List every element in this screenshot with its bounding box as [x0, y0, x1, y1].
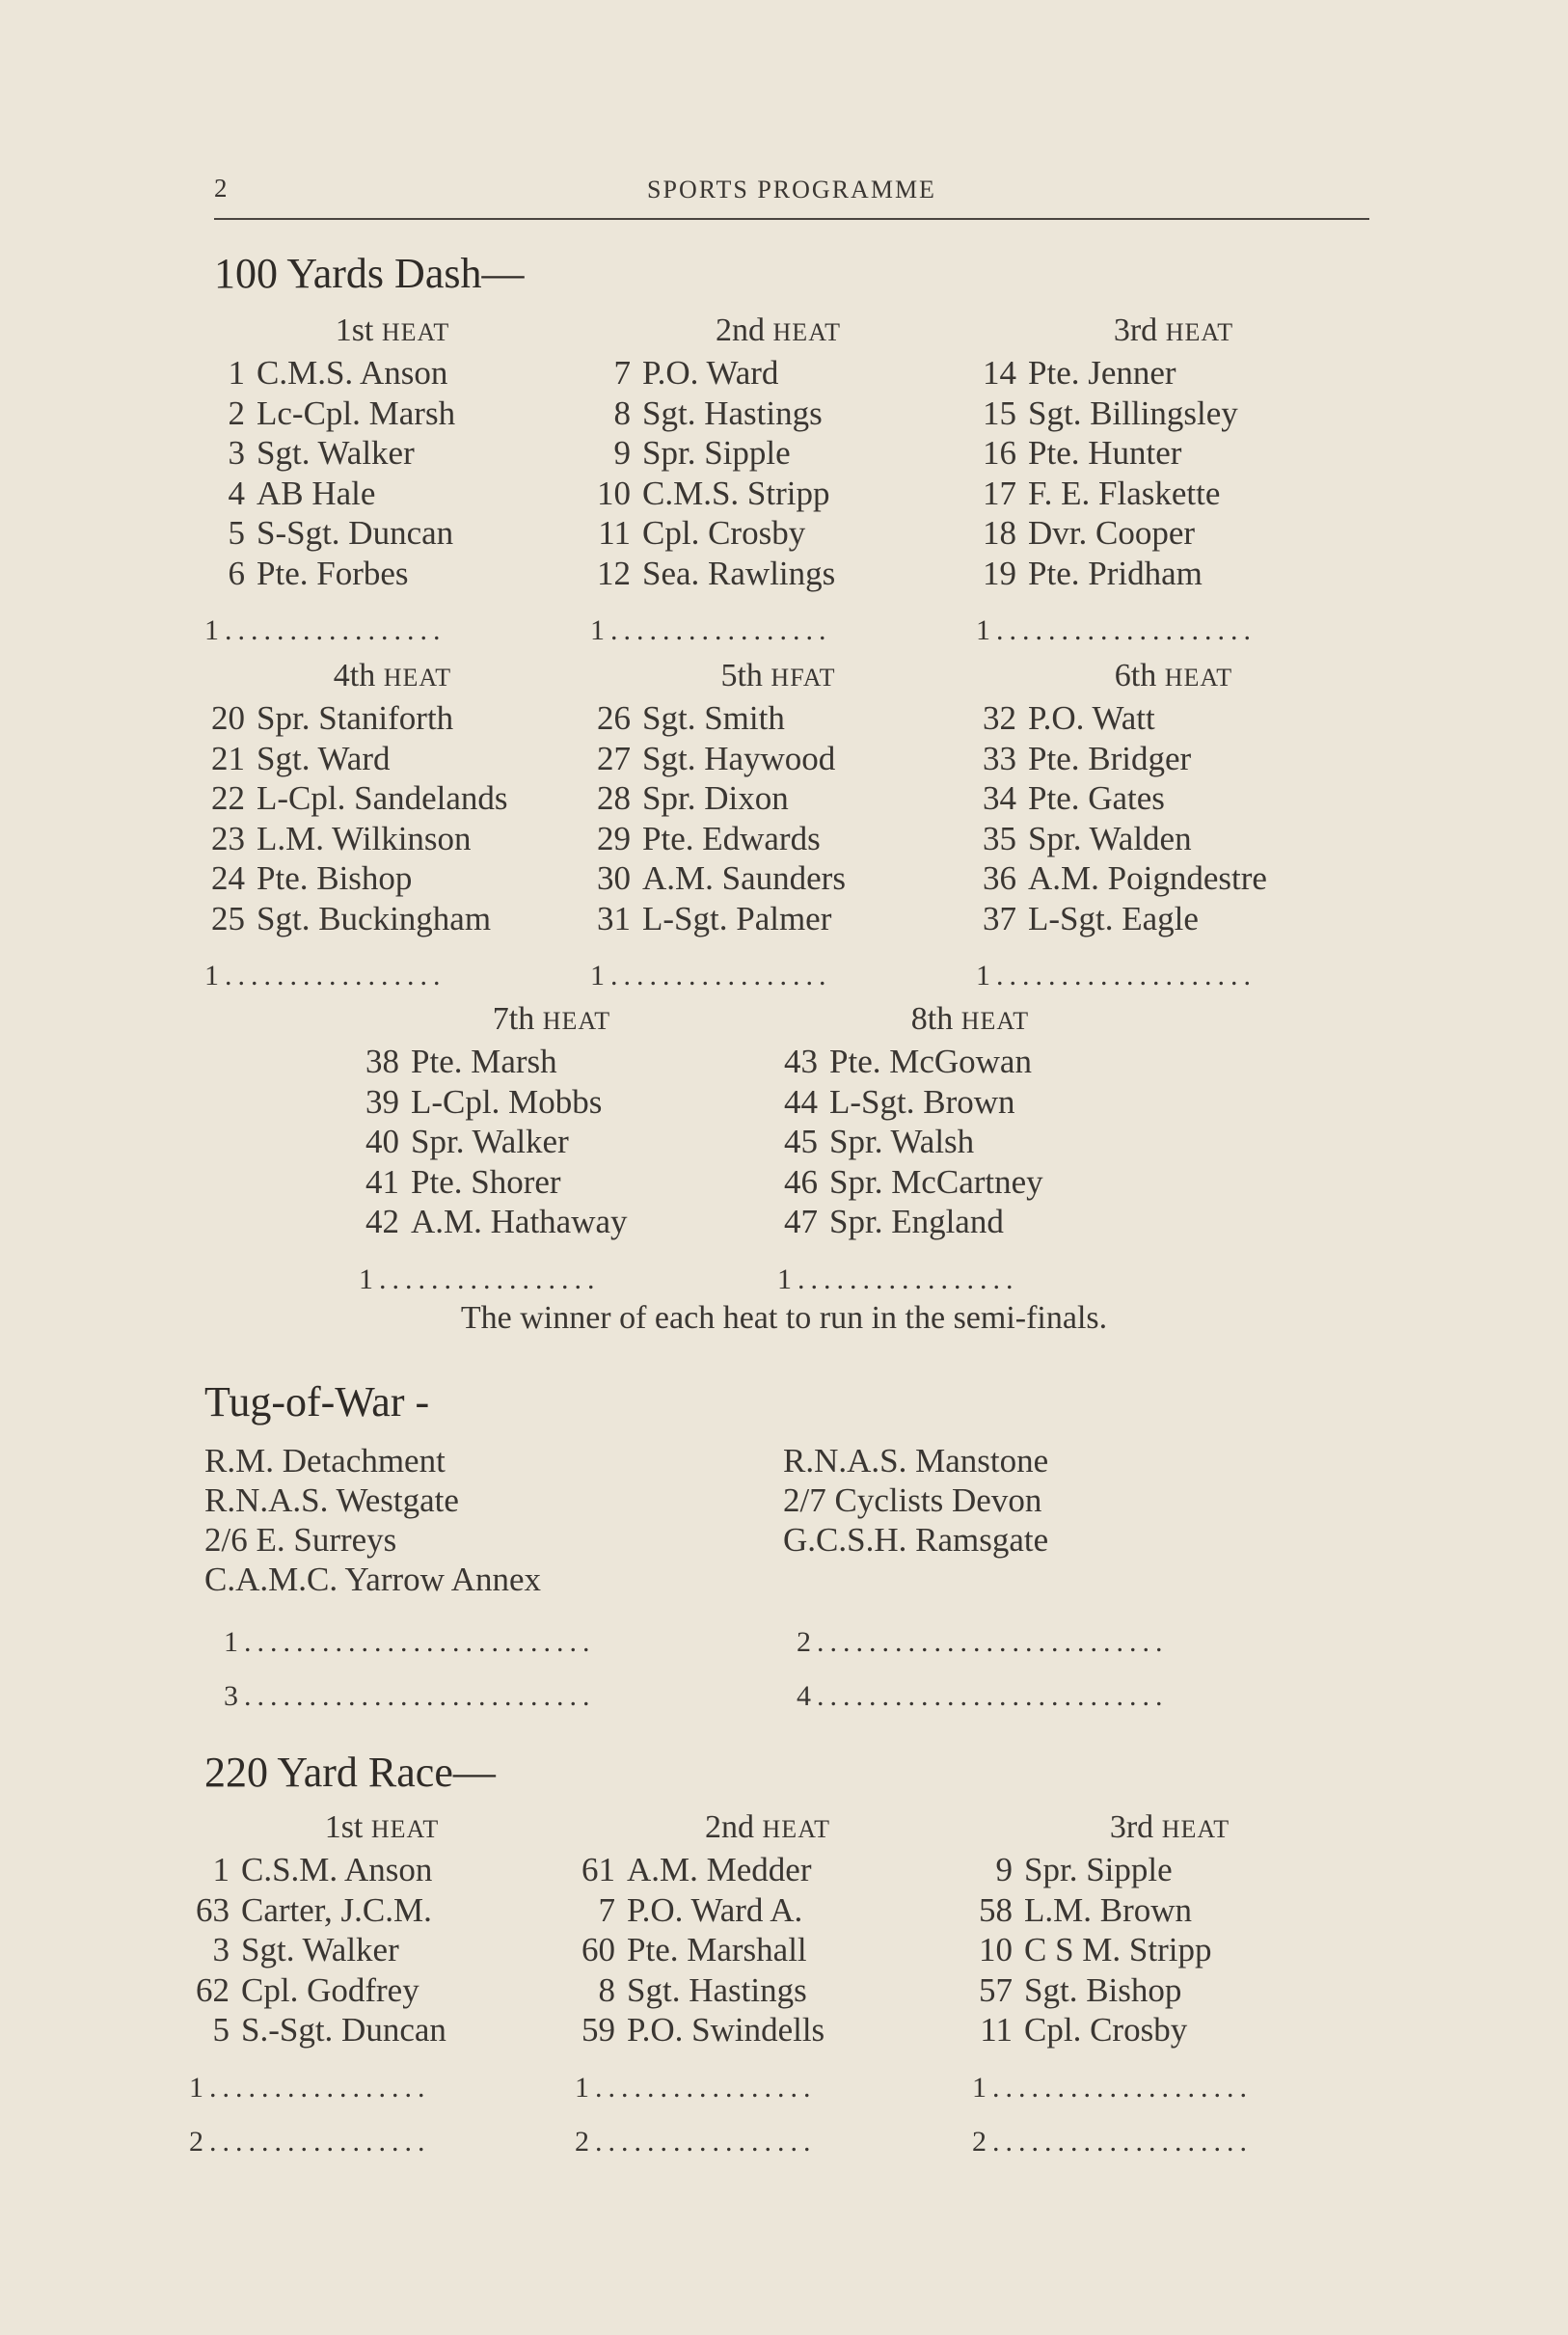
competitor-name: Pte. Hunter [1028, 434, 1182, 472]
competitor-number: 44 [784, 1082, 818, 1121]
heat-heading [590, 658, 966, 694]
team-name: C.A.M.C. Yarrow Annex [204, 1561, 542, 1598]
competitor-number: 63 [196, 1890, 230, 1929]
competitor-entry [976, 698, 1371, 739]
competitor-number: 17 [983, 474, 1016, 512]
competitor-entry [976, 474, 1371, 514]
competitor-name: P.O. Watt [1028, 699, 1155, 737]
competitor-name: Pte. Marsh [411, 1043, 557, 1080]
heat-ordinal: 7th [492, 1001, 535, 1037]
competitor-number: 25 [211, 899, 245, 937]
competitor-entry [189, 1850, 575, 1890]
competitor-number: 3 [212, 1931, 230, 1968]
heat-label: HEAT [370, 1815, 440, 1843]
heat-result-line: 1................. [590, 614, 832, 646]
competitor-entry [777, 1042, 1163, 1082]
competitor-entry [777, 1162, 1163, 1203]
heat-ordinal: 1st [335, 312, 374, 348]
competitor-entry [976, 899, 1371, 939]
competitor-entry [575, 1970, 960, 2011]
competitor-entry [204, 698, 581, 739]
competitor-number: 40 [365, 1123, 399, 1160]
competitor-name: C S M. Stripp [1024, 1931, 1212, 1968]
competitor-name: Sgt. Smith [642, 699, 785, 737]
heat-label: HEAT [1165, 318, 1234, 346]
heat-heading [972, 1809, 1367, 1846]
competitor-entry [976, 858, 1371, 899]
competitor-number: 31 [597, 899, 631, 937]
competitor-number: 1 [228, 354, 245, 392]
heat-heading [976, 312, 1371, 349]
competitor-name: Sgt. Ward [257, 739, 391, 777]
heat-result-line: 1................. [204, 614, 446, 646]
heat-ordinal: 4th [333, 658, 376, 693]
competitor-number: 21 [211, 739, 245, 777]
competitor-name: A.M. Saunders [642, 859, 846, 897]
competitor-number: 36 [983, 859, 1016, 897]
heat-result-line: 1................. [777, 1263, 1019, 1295]
competitor-entry [590, 899, 966, 939]
heat-result-line: 1................. [359, 1263, 601, 1295]
heat-ordinal: 3rd [1113, 312, 1158, 348]
competitor-number: 45 [784, 1123, 818, 1160]
competitor-number: 39 [365, 1082, 399, 1121]
competitor-number: 2 [228, 394, 245, 432]
heat-heading [590, 312, 966, 349]
header-rule [214, 218, 1369, 220]
competitor-number: 35 [983, 819, 1016, 857]
competitor-name: Pte. Bishop [257, 859, 413, 897]
heat-result-line: 2.................... [972, 2125, 1253, 2158]
competitor-name: Dvr. Cooper [1028, 514, 1196, 552]
competitor-name: Sgt. Hastings [642, 394, 823, 432]
heat-label: HFAT [770, 664, 836, 692]
competitor-number: 11 [598, 514, 631, 552]
tug-result-2: 2........................... [797, 1626, 1169, 1658]
competitor-number: 18 [983, 514, 1016, 552]
competitor-number: 59 [581, 2011, 615, 2049]
competitor-entry [590, 698, 966, 739]
competitor-number: 12 [597, 554, 631, 592]
competitor-name: Pte. Pridham [1028, 554, 1203, 592]
heat-label: HEAT [772, 318, 841, 346]
competitor-number: 1 [212, 1851, 230, 1888]
competitor-name: AB Hale [257, 474, 376, 512]
competitor-number: 10 [979, 1931, 1013, 1968]
competitor-entry [189, 1930, 575, 1970]
competitor-number: 47 [784, 1203, 818, 1240]
competitor-name: L.M. Wilkinson [257, 819, 472, 857]
competitor-name: Sea. Rawlings [642, 554, 836, 592]
competitor-number: 4 [228, 474, 245, 512]
competitor-entry [972, 1930, 1367, 1970]
heat-ordinal: 2nd [705, 1809, 755, 1845]
team-name: R.N.A.S. Westgate [204, 1481, 459, 1519]
competitor-number: 14 [983, 354, 1016, 392]
competitor-name: Spr. Walker [411, 1123, 569, 1160]
competitor-entry [189, 1970, 575, 2011]
competitor-number: 10 [597, 474, 631, 512]
competitor-entry [189, 2010, 575, 2050]
competitor-number: 23 [211, 819, 245, 857]
competitor-entry [972, 2010, 1367, 2050]
competitor-number: 5 [228, 514, 245, 552]
tug-result-4: 4........................... [797, 1680, 1169, 1712]
heat-column [204, 312, 581, 651]
competitor-name: F. E. Flaskette [1028, 474, 1221, 512]
competitor-name: A.M. Poigndestre [1028, 859, 1267, 897]
competitor-entry [590, 513, 966, 554]
heat-heading [777, 1001, 1163, 1038]
competitor-number: 26 [597, 699, 631, 737]
competitor-name: L-Sgt. Brown [829, 1082, 1015, 1121]
heat-heading [189, 1809, 575, 1846]
competitor-entry [189, 1890, 575, 1931]
competitor-number: 37 [983, 899, 1016, 937]
competitor-number: 16 [983, 434, 1016, 472]
competitor-number: 22 [211, 779, 245, 817]
heat-column [976, 312, 1371, 651]
competitor-entry [204, 778, 581, 819]
heat-column [575, 1809, 960, 2162]
competitor-name: Sgt. Walker [257, 434, 415, 472]
competitor-name: Spr. Walden [1028, 819, 1192, 857]
competitor-entry [590, 858, 966, 899]
team-name: R.M. Detachment [204, 1442, 446, 1480]
competitor-name: Pte. Edwards [642, 819, 821, 857]
heat-ordinal: 6th [1114, 658, 1157, 693]
competitor-number: 3 [228, 434, 245, 472]
heat-label: HEAT [542, 1007, 611, 1035]
competitor-entry [777, 1202, 1163, 1242]
competitor-number: 58 [979, 1890, 1013, 1929]
competitor-name: Pte. Gates [1028, 779, 1165, 817]
competitor-entry [590, 433, 966, 474]
competitor-name: L-Sgt. Eagle [1028, 899, 1199, 937]
competitor-name: C.M.S. Anson [257, 354, 448, 392]
team-name: G.C.S.H. Ramsgate [783, 1521, 1049, 1559]
competitor-number: 8 [613, 394, 631, 432]
heat-heading [575, 1809, 960, 1846]
competitor-entry [976, 739, 1371, 779]
competitor-entry [590, 474, 966, 514]
competitor-entry [976, 513, 1371, 554]
competitor-number: 27 [597, 739, 631, 777]
competitor-name: Spr. Sipple [1024, 1851, 1173, 1888]
competitor-name: A.M. Hathaway [411, 1203, 628, 1240]
heat-heading [204, 312, 581, 349]
heat-ordinal: 5th [720, 658, 763, 693]
competitor-name: A.M. Medder [627, 1851, 812, 1888]
competitor-name: C.S.M. Anson [241, 1851, 433, 1888]
competitor-name: P.O. Ward A. [627, 1890, 803, 1929]
competitor-entry [204, 513, 581, 554]
tug-result-1: 1........................... [224, 1626, 596, 1658]
heat-column [590, 312, 966, 651]
competitor-entry [976, 819, 1371, 859]
competitor-name: Sgt. Bishop [1024, 1970, 1182, 2009]
competitor-name: Sgt. Billingsley [1028, 394, 1238, 432]
competitor-entry [204, 858, 581, 899]
competitor-entry [777, 1122, 1163, 1162]
competitor-name: L.M. Brown [1024, 1890, 1193, 1929]
competitor-name: Pte. Shorer [411, 1162, 561, 1201]
competitor-entry [590, 819, 966, 859]
competitor-name: S-Sgt. Duncan [257, 514, 454, 552]
competitor-entry [590, 778, 966, 819]
competitor-name: S.-Sgt. Duncan [241, 2011, 446, 2049]
competitor-entry [575, 2010, 960, 2050]
competitor-entry [359, 1162, 744, 1203]
competitor-name: Spr. McCartney [829, 1162, 1043, 1201]
competitor-name: Cpl. Crosby [642, 514, 806, 552]
competitor-number: 46 [784, 1162, 818, 1201]
heat-result-line: 2................. [575, 2125, 817, 2158]
section-title-tug-of-war: Tug-of-War - [204, 1378, 430, 1425]
competitor-entry [972, 1890, 1367, 1931]
heat-heading [976, 658, 1371, 694]
competitor-entry [359, 1202, 744, 1242]
competitor-name: P.O. Ward [642, 354, 779, 392]
competitor-name: Lc-Cpl. Marsh [257, 394, 456, 432]
competitor-number: 9 [613, 434, 631, 472]
competitor-number: 28 [597, 779, 631, 817]
heat-column [777, 1001, 1163, 1300]
competitor-name: Sgt. Hastings [627, 1970, 807, 2009]
semi-final-note: The winner of each heat to run in the semi-finals. [460, 1300, 1108, 1336]
competitor-entry [204, 819, 581, 859]
competitor-number: 34 [983, 779, 1016, 817]
competitor-number: 6 [228, 554, 245, 592]
competitor-entry [204, 353, 581, 394]
heat-result-line: 1.................... [972, 2071, 1253, 2104]
competitor-name: Carter, J.C.M. [241, 1890, 432, 1929]
competitor-name: Spr. Dixon [642, 779, 789, 817]
competitor-name: Pte. Jenner [1028, 354, 1176, 392]
competitor-entry [976, 433, 1371, 474]
heat-result-line: 1................. [204, 960, 446, 991]
heat-label: HEAT [1161, 1815, 1230, 1843]
competitor-number: 24 [211, 859, 245, 897]
heat-label: HEAT [960, 1007, 1030, 1035]
competitor-entry [204, 433, 581, 474]
competitor-number: 7 [613, 354, 631, 392]
competitor-number: 9 [995, 1851, 1013, 1888]
competitor-entry [204, 554, 581, 594]
heat-label: HEAT [1164, 664, 1233, 692]
competitor-name: L-Sgt. Palmer [642, 899, 832, 937]
team-name: 2/6 E. Surreys [204, 1521, 397, 1559]
competitor-entry [590, 394, 966, 434]
competitor-number: 19 [983, 554, 1016, 592]
heat-column [359, 1001, 744, 1300]
competitor-name: Pte. Forbes [257, 554, 409, 592]
tug-result-3: 3........................... [224, 1680, 596, 1712]
competitor-name: C.M.S. Stripp [642, 474, 830, 512]
competitor-name: Spr. Staniforth [257, 699, 454, 737]
heat-ordinal: 8th [910, 1001, 954, 1037]
heat-result-line: 1.................... [976, 960, 1257, 991]
heat-label: HEAT [381, 318, 450, 346]
competitor-name: Pte. Marshall [627, 1931, 807, 1968]
competitor-name: Sgt. Haywood [642, 739, 836, 777]
heat-column [590, 658, 966, 996]
competitor-number: 15 [983, 394, 1016, 432]
tug-teams-right [783, 1441, 1048, 1560]
heat-result-line: 1................. [575, 2071, 817, 2104]
competitor-name: Pte. McGowan [829, 1043, 1032, 1080]
competitor-entry [976, 353, 1371, 394]
competitor-number: 33 [983, 739, 1016, 777]
page-header [214, 172, 1369, 212]
heat-column [204, 658, 581, 996]
tug-teams-left [204, 1441, 541, 1599]
competitor-number: 11 [980, 2011, 1013, 2049]
section-title-220-yards: 220 Yard Race— [204, 1749, 496, 1796]
competitor-number: 32 [983, 699, 1016, 737]
heat-column [189, 1809, 575, 2162]
competitor-entry [359, 1042, 744, 1082]
competitor-number: 41 [365, 1162, 399, 1201]
competitor-entry [204, 394, 581, 434]
heat-heading [204, 658, 581, 694]
heat-result-line: 1................. [590, 960, 832, 991]
heat-column [976, 658, 1371, 996]
heat-result-line: 2................. [189, 2125, 431, 2158]
heat-result-line: 1................. [189, 2071, 431, 2104]
competitor-entry [575, 1890, 960, 1931]
competitor-name: Spr. England [829, 1203, 1004, 1240]
competitor-number: 43 [784, 1043, 818, 1080]
heat-ordinal: 3rd [1109, 1809, 1154, 1845]
competitor-name: Sgt. Buckingham [257, 899, 492, 937]
heat-column [972, 1809, 1367, 2162]
competitor-entry [590, 353, 966, 394]
competitor-number: 57 [979, 1970, 1013, 2009]
competitor-number: 42 [365, 1203, 399, 1240]
competitor-name: Cpl. Godfrey [241, 1970, 419, 2009]
heat-label: HEAT [383, 664, 452, 692]
competitor-number: 60 [581, 1931, 615, 1968]
competitor-entry [204, 899, 581, 939]
competitor-entry [359, 1122, 744, 1162]
competitor-number: 20 [211, 699, 245, 737]
competitor-entry [590, 739, 966, 779]
competitor-number: 61 [581, 1851, 615, 1888]
competitor-name: Spr. Sipple [642, 434, 791, 472]
team-name: 2/7 Cyclists Devon [783, 1481, 1042, 1519]
section-title-100-yards: 100 Yards Dash— [214, 250, 525, 297]
competitor-entry [777, 1082, 1163, 1123]
competitor-entry [590, 554, 966, 594]
competitor-entry [204, 474, 581, 514]
competitor-entry [575, 1930, 960, 1970]
competitor-name: Cpl. Crosby [1024, 2011, 1188, 2049]
competitor-name: L-Cpl. Sandelands [257, 779, 508, 817]
competitor-entry [359, 1082, 744, 1123]
competitor-number: 5 [212, 2011, 230, 2049]
heat-result-line: 1.................... [976, 614, 1257, 646]
page-number: 2 [214, 174, 228, 203]
heat-label: HEAT [762, 1815, 830, 1843]
competitor-entry [972, 1970, 1367, 2011]
competitor-name: L-Cpl. Mobbs [411, 1082, 603, 1121]
competitor-entry [976, 554, 1371, 594]
heat-ordinal: 1st [324, 1809, 364, 1845]
competitor-entry [575, 1850, 960, 1890]
heat-ordinal: 2nd [716, 312, 766, 348]
competitor-entry [972, 1850, 1367, 1890]
competitor-number: 30 [597, 859, 631, 897]
competitor-name: Pte. Bridger [1028, 739, 1192, 777]
competitor-name: Spr. Walsh [829, 1123, 975, 1160]
running-title: SPORTS PROGRAMME [647, 176, 936, 204]
competitor-entry [976, 394, 1371, 434]
competitor-number: 38 [365, 1043, 399, 1080]
competitor-entry [204, 739, 581, 779]
competitor-number: 62 [196, 1970, 230, 2009]
competitor-name: P.O. Swindells [627, 2011, 825, 2049]
competitor-entry [976, 778, 1371, 819]
team-name: R.N.A.S. Manstone [783, 1442, 1049, 1480]
competitor-number: 29 [597, 819, 631, 857]
competitor-number: 7 [598, 1890, 615, 1929]
competitor-name: Sgt. Walker [241, 1931, 399, 1968]
competitor-number: 8 [598, 1970, 615, 2009]
heat-heading [359, 1001, 744, 1038]
